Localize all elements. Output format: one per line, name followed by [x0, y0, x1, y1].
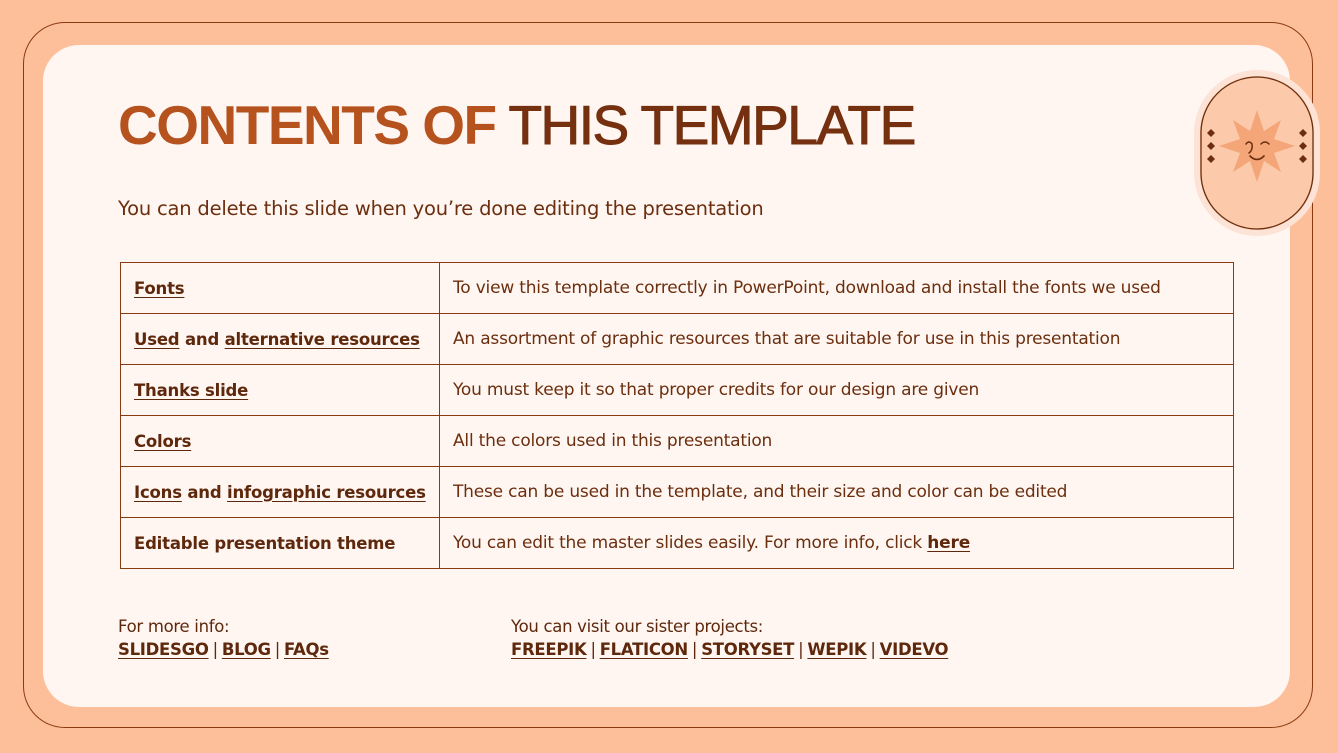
row-description: You must keep it so that proper credits for our design are given: [440, 365, 1234, 416]
here-link[interactable]: here: [927, 533, 971, 553]
title-rest: THIS TEMPLATE: [495, 94, 915, 156]
row-description: To view this template correctly in PowerPoint, download and install the fonts we used: [440, 263, 1234, 314]
row-label: [121, 314, 440, 365]
label-text: and: [181, 482, 228, 502]
wepik-link[interactable]: WEPIK: [807, 640, 867, 659]
subtitle: You can delete this slide when you’re done editing the presentation: [118, 197, 764, 220]
table-row: [121, 518, 1234, 569]
row-description: All the colors used in this presentation: [440, 416, 1234, 467]
faqs-link[interactable]: FAQs: [283, 640, 329, 659]
title-accent: CONTENTS OF: [118, 94, 496, 156]
label-text: and: [179, 329, 225, 349]
thanks-slide-link[interactable]: Thanks slide: [134, 380, 249, 400]
separator: |: [590, 640, 596, 659]
table-row: [121, 365, 1234, 416]
footer-left-links: [118, 638, 329, 661]
infographic-resources-link[interactable]: infographic resources: [227, 482, 426, 502]
separator: |: [691, 640, 698, 659]
row-label: [121, 263, 440, 314]
row-label: [121, 416, 440, 467]
separator: |: [274, 640, 280, 659]
footer-left-heading: For more info:: [118, 617, 230, 636]
storyset-link[interactable]: STORYSET: [701, 640, 795, 659]
table-row: [121, 263, 1234, 314]
separator: |: [870, 640, 876, 659]
contents-table: [120, 262, 1234, 569]
row-description: These can be used in the template, and their size and color can be edited: [440, 467, 1234, 518]
colors-link[interactable]: Colors: [134, 431, 192, 451]
fonts-link[interactable]: Fonts: [134, 278, 185, 298]
row-label: [121, 467, 440, 518]
icons-link[interactable]: Icons: [134, 482, 182, 502]
table-row: [121, 416, 1234, 467]
row-label: [121, 365, 440, 416]
slidesgo-link[interactable]: SLIDESGO: [118, 640, 209, 659]
row-label: Editable presentation theme: [121, 518, 440, 569]
smiling-sun-badge-icon: [1192, 68, 1322, 238]
table-row: [121, 314, 1234, 365]
used-resources-link[interactable]: Used: [134, 329, 180, 349]
footer-more-info: [118, 615, 329, 661]
flaticon-link[interactable]: FLATICON: [599, 640, 688, 659]
separator: |: [212, 640, 218, 659]
freepik-link[interactable]: FREEPIK: [511, 640, 587, 659]
videvo-link[interactable]: VIDEVO: [879, 640, 949, 659]
description-text: You can edit the master slides easily. For more info, click: [453, 533, 928, 553]
row-description: An assortment of graphic resources that are suitable for use in this presentation: [440, 314, 1234, 365]
separator: |: [798, 640, 804, 659]
alternative-resources-link[interactable]: alternative resources: [224, 329, 420, 349]
footer-sister-projects: [511, 615, 948, 661]
footer-right-heading: You can visit our sister projects:: [511, 617, 764, 636]
blog-link[interactable]: BLOG: [221, 640, 271, 659]
page-title: [118, 92, 915, 158]
footer-right-links: [511, 638, 948, 661]
row-description: [440, 518, 1234, 569]
table-row: [121, 467, 1234, 518]
